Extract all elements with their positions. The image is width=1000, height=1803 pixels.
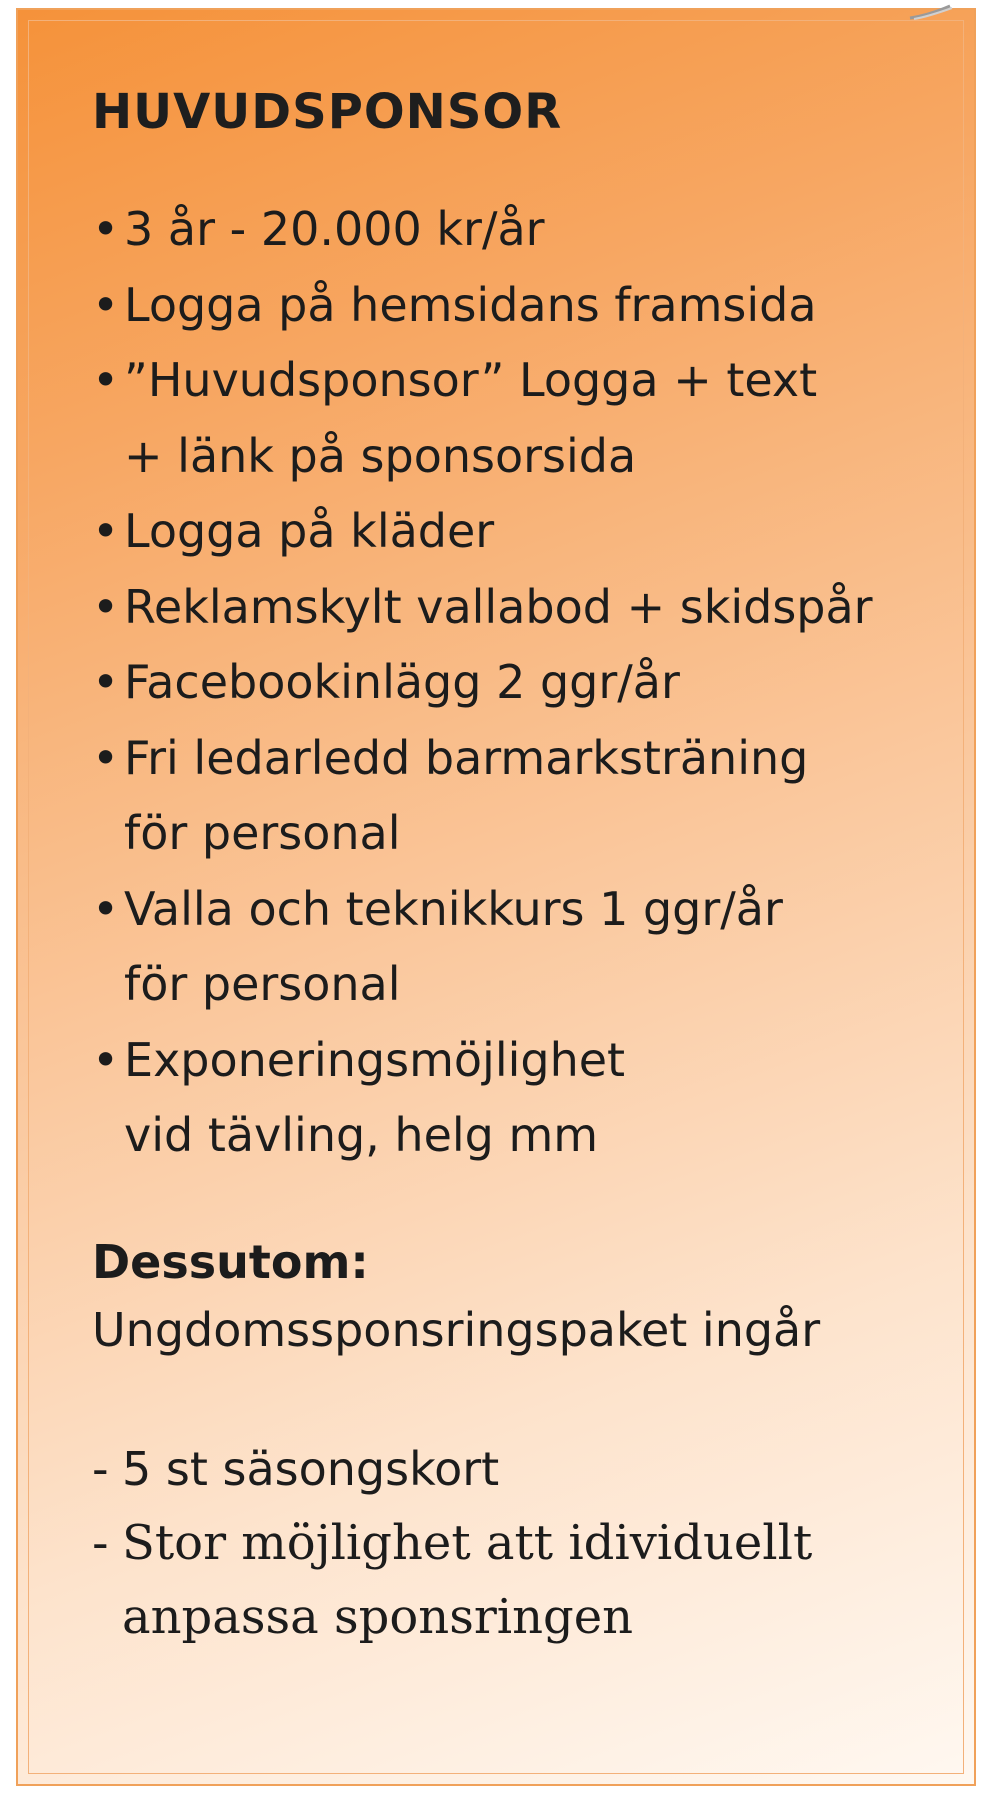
bullet-dot: • — [92, 655, 120, 709]
benefit-line: ”Huvudsponsor” Logga + text — [124, 353, 818, 407]
benefit-line: Valla och teknikkurs 1 ggr/år — [124, 881, 783, 936]
benefit-line: Exponeringsmöjlighet — [124, 1032, 626, 1087]
benefit-item — [92, 570, 972, 646]
benefit-item — [92, 872, 972, 1023]
card-title: HUVUDSPONSOR — [92, 84, 563, 140]
benefit-line: för personal — [124, 806, 401, 860]
extra-line: anpassa sponsringen — [122, 1588, 634, 1645]
bullet-dot: • — [92, 504, 120, 558]
benefit-line: Facebookinlägg 2 ggr/år — [124, 655, 680, 709]
benefit-item — [92, 268, 972, 344]
benefit-line: 3 år - 20.000 kr/år — [124, 202, 545, 256]
benefit-item — [92, 721, 972, 872]
benefit-line: Reklamskylt vallabod + skidspår — [124, 579, 873, 634]
extra-heading: Dessutom: — [92, 1234, 369, 1289]
benefit-line: vid tävling, helg mm — [124, 1108, 599, 1162]
dash-marker: - — [92, 1441, 109, 1496]
benefit-line: Logga på kläder — [124, 504, 495, 558]
extra-line: 5 st säsongskort — [122, 1441, 500, 1496]
bullet-dot: • — [92, 277, 120, 332]
bullet-dot: • — [92, 579, 120, 634]
extra-item — [92, 1506, 972, 1654]
corner-clip-icon — [906, 4, 954, 20]
extra-list — [92, 1432, 972, 1654]
benefit-item — [92, 645, 972, 721]
benefit-line: Logga på hemsidans framsida — [124, 277, 817, 332]
benefit-line: för personal — [124, 957, 401, 1011]
extra-item — [92, 1432, 972, 1506]
benefit-item — [92, 192, 972, 268]
dash-marker: - — [92, 1515, 109, 1570]
benefit-line: Fri ledarledd barmarksträning — [124, 730, 809, 785]
bullet-dot: • — [92, 353, 120, 407]
card-content — [92, 70, 972, 1654]
bullet-dot: • — [92, 730, 120, 785]
bullet-dot: • — [92, 1032, 120, 1087]
extra-line: Stor möjlighet att idividuellt — [122, 1514, 813, 1571]
bullet-dot: • — [92, 202, 120, 256]
benefit-line: + länk på sponsorsida — [124, 428, 637, 483]
benefit-item — [92, 343, 972, 494]
benefit-item — [92, 1023, 972, 1174]
sponsor-card — [16, 8, 976, 1786]
benefit-item — [92, 494, 972, 570]
extra-text: Ungdomssponsringspaket ingår — [92, 1302, 821, 1357]
benefit-list — [92, 192, 972, 1174]
bullet-dot: • — [92, 881, 120, 936]
